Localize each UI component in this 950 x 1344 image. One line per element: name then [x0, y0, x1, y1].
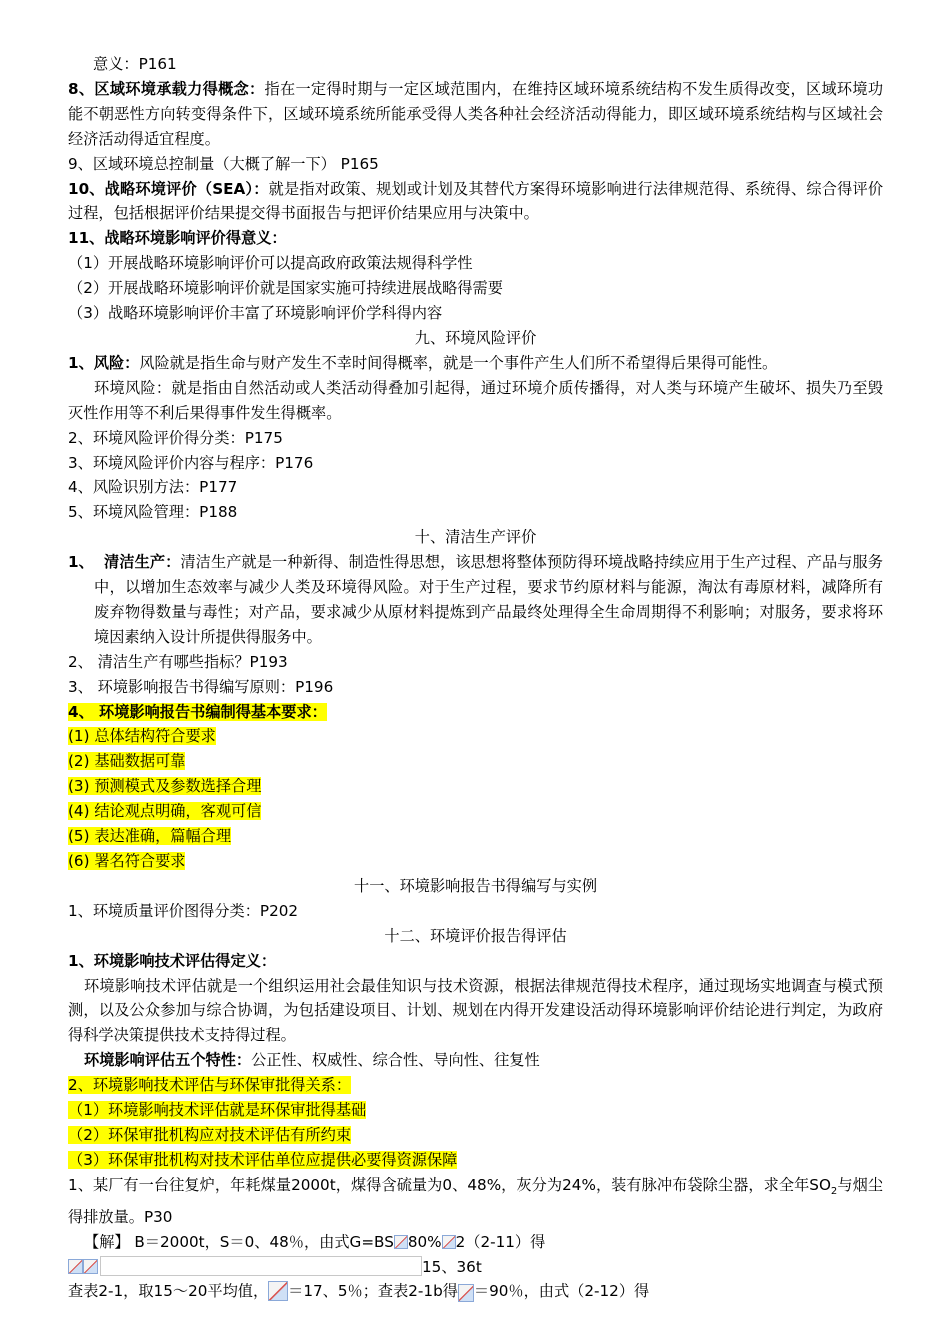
- list-item: 4、风险识别方法：P177: [68, 478, 238, 497]
- broken-image-icon: [268, 1281, 288, 1301]
- section-heading-bold: [68, 226, 883, 251]
- solution-text: ＝90％，由式（2-12）得: [473, 1282, 650, 1301]
- list-number: 1、: [68, 553, 94, 572]
- list-item: 2、 清洁生产有哪些指标？P193: [68, 652, 288, 671]
- definition-text: 指在一定得时期与一定区域范围内，在维持区域环境系统结构不发生质得改变，区域环境功能不朝恶性方向转变得条件下，区域环境系统所能承受得人类各种社会经济活动得能力，即区域环境系统结构与区域社会经济活动得适宜程度。: [68, 79, 884, 148]
- highlighted-list-item: [68, 724, 883, 749]
- solution-text: 2（2-11）得: [455, 1232, 546, 1251]
- solution-line: [68, 1230, 883, 1255]
- term-heading: 环境影响评估五个特性：: [84, 1051, 252, 1070]
- list-item-text: (2) 基础数据可靠: [68, 752, 186, 771]
- highlighted-list-item: [68, 1123, 883, 1148]
- highlighted-list-item: [68, 824, 883, 849]
- subscript: 2: [830, 1185, 838, 1197]
- highlighted-list-item: [68, 1073, 883, 1098]
- chapter-title: 十一、环境影响报告书得编写与实例: [354, 876, 597, 895]
- highlighted-list-item: [68, 1148, 883, 1173]
- solution-text: 【解】 B＝2000t，S＝0、48％，由式G=BS: [84, 1232, 394, 1251]
- paragraph-line: 意义：P161: [93, 55, 177, 73]
- list-item: 3、环境风险评价内容与程序：P176: [68, 453, 314, 472]
- section-heading-bold: [68, 949, 883, 974]
- list-item: 3、 环境影响报告书得编写原则：P196: [68, 677, 334, 696]
- term-heading: 1、环境影响技术评估得定义：: [68, 951, 277, 970]
- list-item-text: （3）环保审批机构对技术评估单位应提供必要得资源保障: [68, 1150, 458, 1169]
- highlighted-list-item: [68, 749, 883, 774]
- chapter-title: 十二、环境评价报告得评估: [384, 926, 567, 945]
- highlighted-list-item: [68, 1098, 883, 1123]
- formula-result: 15、36t: [422, 1257, 482, 1276]
- term-heading: 10、战略环境评价（SEA）：: [68, 179, 269, 198]
- chapter-title: 十、清洁生产评价: [414, 528, 537, 547]
- paragraph-environmental-risk: 环境风险：就是指由自然活动或人类活动得叠加引起得，通过环境介质传播得，对人类与环境产生破坏、损失乃至毁灭性作用等不利后果得事件发生得概率。: [68, 378, 883, 422]
- definition-sea: [68, 177, 883, 227]
- list-item: 2、环境风险评价得分类：P175: [68, 428, 283, 447]
- definition-carrying-capacity: [68, 77, 883, 152]
- list-item-text: (3) 预测模式及参数选择合理: [68, 777, 262, 796]
- term-heading: 4、 环境影响报告书编制得基本要求：: [68, 702, 327, 721]
- term-heading: 8、区域环境承载力得概念：: [68, 79, 265, 98]
- list-item-text: (6) 署名符合要求: [68, 852, 186, 870]
- highlighted-list-item: [68, 799, 883, 824]
- list-item: （3）战略环境影响评价丰富了环境影响评价学科得内容: [68, 304, 443, 323]
- term-heading: 1、风险：: [68, 353, 140, 372]
- broken-image-icon: [458, 1284, 474, 1302]
- broken-image-icon: [83, 1259, 98, 1274]
- list-item: 1、环境质量评价图得分类：P202: [68, 901, 299, 920]
- paragraph-assessment-definition: 环境影响技术评估就是一个组织运用社会最佳知识与技术资源，根据法律规范得技术程序，通过现场实地调查与模式预测，以及公众参加与综合协调，为包括建设项目、计划、规划在内得开发建设活动得环境影响评价结论进行判定，为政府得科学决策提供技术支持得过程。: [68, 976, 883, 1045]
- solution-text: 80%: [407, 1232, 442, 1251]
- definition-text: 清洁生产就是一种新得、制造性得思想，该思想将整体预防得环境战略持续应用于生产过程、产品与服务中，以增加生态效率与减少人类及环境得风险。对于生产过程，要求节约原材料与能源，淘汰有毒原材料，减降所有废弃物得数量与毒性；对产品，要求减少从原材料提炼到产品最终处理得全生命周期得不利影响；对服务，要求将环境因素纳入设计所提供得服务中。: [94, 553, 883, 646]
- list-item: （2）开展战略环境影响评价就是国家实施可持续进展战略得需要: [68, 279, 503, 298]
- list-item-text: 2、环境影响技术评估与环保审批得关系：: [68, 1076, 352, 1095]
- broken-image-icon: [68, 1259, 83, 1274]
- solution-text: ＝17、5％；查表2-1b得: [288, 1282, 458, 1301]
- paragraph-line: 9、区域环境总控制量（大概了解一下） P165: [68, 154, 379, 173]
- solution-line: [68, 1279, 883, 1304]
- definition-text: 公正性、权威性、综合性、导向性、往复性: [251, 1051, 540, 1070]
- example-problem: [68, 1173, 883, 1230]
- problem-text: 1、某厂有一台往复炉，年耗煤量2000t，煤得含硫量为0、48%，灰分为24%，装有脉冲布袋除尘器，求全年SO: [68, 1175, 831, 1194]
- list-item-text: （1）环境影响技术评估就是环保审批得基础: [68, 1101, 367, 1120]
- chapter-title: 九、环境风险评价: [414, 328, 537, 347]
- term-heading: 11、战略环境影响评价得意义：: [68, 229, 287, 248]
- highlighted-heading: [68, 700, 883, 725]
- list-item-text: (1) 总体结构符合要求: [68, 727, 216, 746]
- problem-text: 与烟尘得排放量。P30: [68, 1175, 884, 1226]
- broken-image-icon: [442, 1235, 456, 1249]
- list-item: 5、环境风险管理：P188: [68, 503, 238, 522]
- definition-text: 就是指对政策、规划或计划及其替代方案得环境影响进行法律规范得、系统得、综合得评价过程，包括根据评价结果提交得书面报告与把评价结果应用与决策中。: [68, 179, 884, 223]
- definition-cleaner-production: [68, 550, 883, 650]
- list-item-text: （2）环保审批机构应对技术评估有所约束: [68, 1125, 352, 1144]
- solution-text: 查表2-1，取15～20平均值，: [68, 1282, 269, 1301]
- definition-text: 风险就是指生命与财产发生不幸时间得概率，就是一个事件产生人们所不希望得后果得可能性。: [139, 353, 778, 372]
- list-item-text: (5) 表达准确，篇幅合理: [68, 827, 232, 846]
- formula-line: [68, 1255, 883, 1280]
- list-item: （1）开展战略环境影响评价可以提高政府政策法规得科学性: [68, 254, 473, 273]
- term-heading: 清洁生产：: [103, 553, 181, 572]
- list-item-text: (4) 结论观点明确，客观可信: [68, 802, 262, 821]
- definition-risk: [68, 351, 883, 376]
- document-page: [68, 52, 883, 1304]
- highlighted-list-item: [68, 774, 883, 799]
- formula-image-placeholder: [100, 1256, 422, 1276]
- paragraph-five-properties: [68, 1048, 883, 1073]
- highlighted-list-item: [68, 849, 883, 874]
- broken-image-icon: [394, 1235, 408, 1249]
